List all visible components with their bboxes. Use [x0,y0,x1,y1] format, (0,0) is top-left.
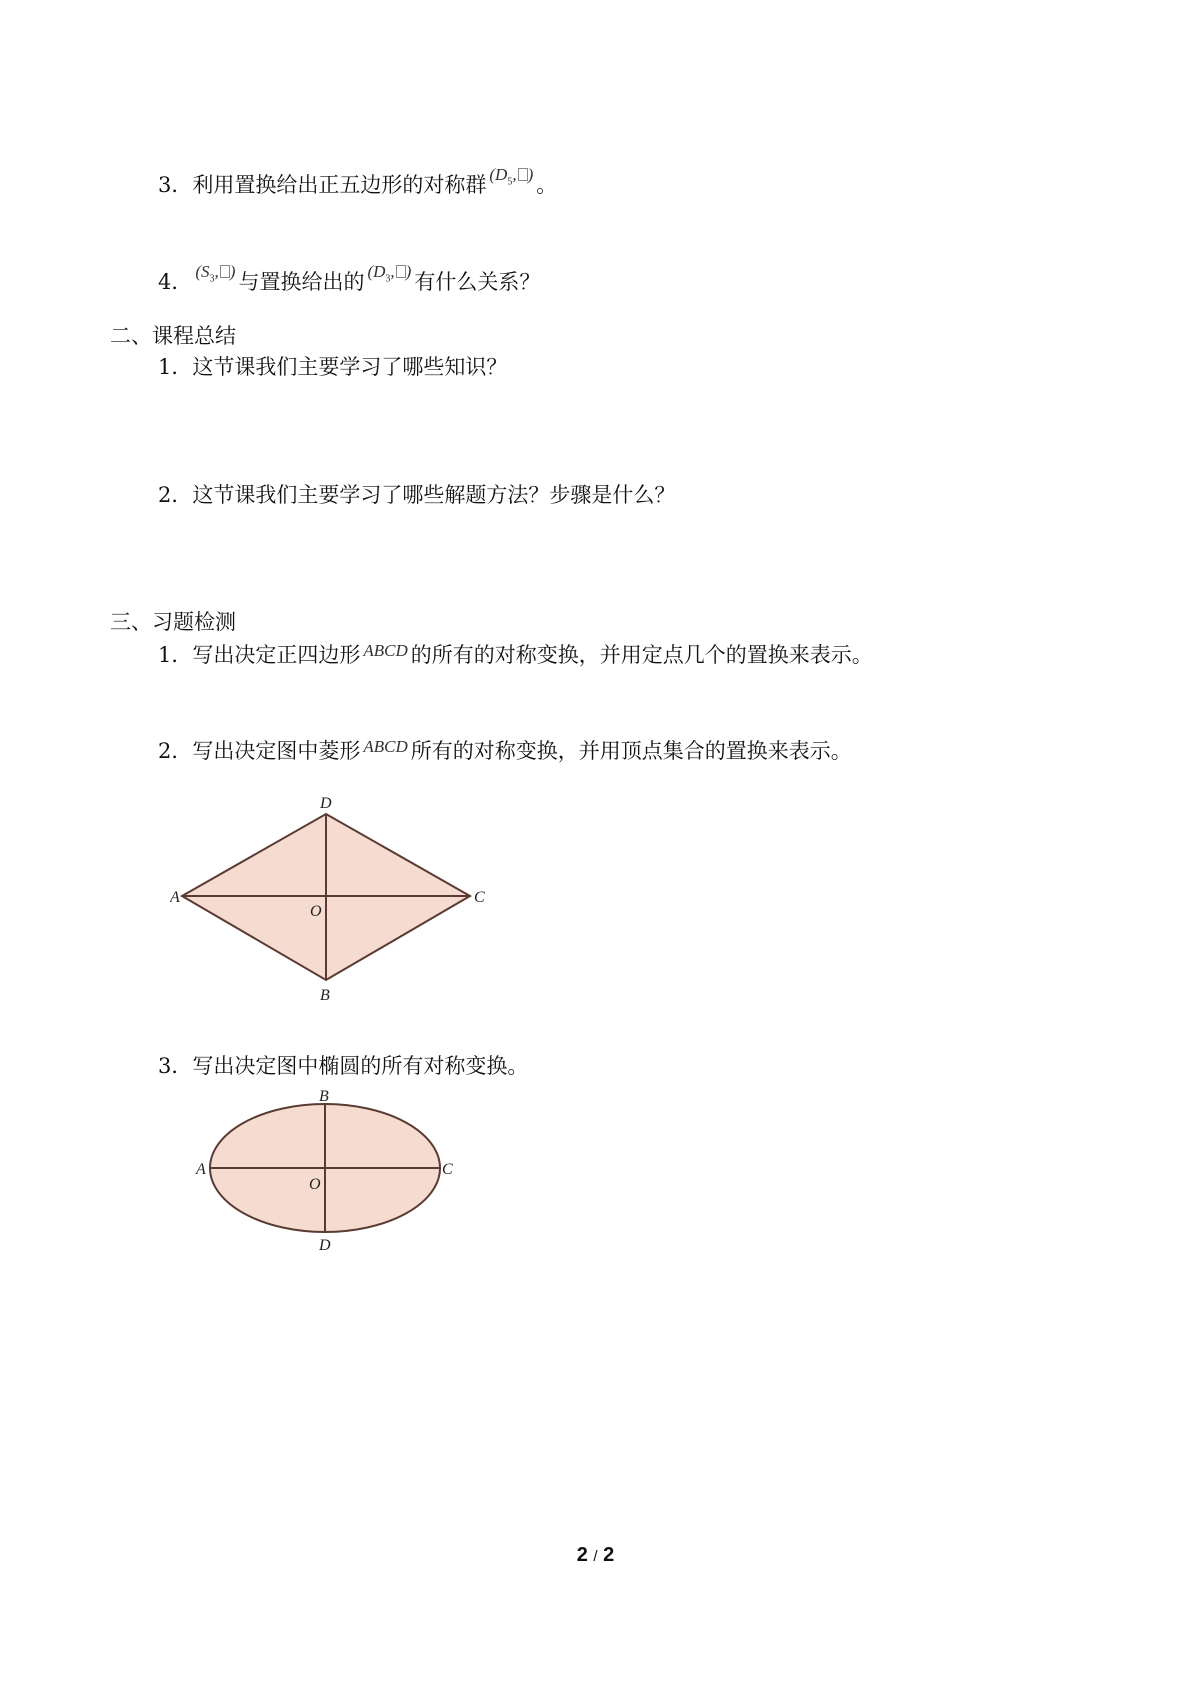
section-heading-exercise: 三、习题检测 [110,610,236,634]
question-text: 写出决定图中菱形 [192,739,361,763]
section-heading-summary: 二、课程总结 [110,324,236,348]
summary-question-2 [158,481,675,509]
math-symbol: D [495,165,508,184]
question-tail: 有什么关系？ [414,270,541,294]
rhombus-label-a: A [170,889,180,906]
question-text: 写出决定图中椭圆的所有对称变换。 [192,1054,529,1078]
question-number: 1． [158,355,193,379]
question-number: 3． [158,1054,193,1078]
ellipse-label-a: A [196,1161,206,1178]
math-subscript: 3 [209,273,215,285]
page-separator: / [593,1548,598,1565]
question-text-post: 的所有的对称变换，并用定点几个的置换来表示。 [410,643,873,667]
question-text: 这节课我们主要学习了哪些知识？ [192,355,508,379]
math-abcd: ABCD [363,737,408,756]
rhombus-figure [170,790,490,1010]
exercise-question-3 [158,1052,528,1080]
math-symbol: D [373,262,386,281]
question-text: 写出决定正四边形 [192,643,361,667]
exercise-question-1 [158,641,873,671]
math-symbol: S [201,262,210,281]
question-number: 2． [158,483,193,507]
ellipse-label-d: D [319,1237,331,1254]
page-current: 2 [576,1544,588,1566]
question-text: 与置换给出的 [238,270,365,294]
exercise-question-2 [158,737,852,767]
question-number: 2． [158,739,193,763]
question-tail: 。 [536,173,558,197]
missing-glyph-box [396,265,406,278]
ellipse-label-c: C [442,1161,453,1178]
question-number: 1． [158,643,193,667]
missing-glyph-box [518,168,528,181]
question-text: 这节课我们主要学习了哪些解题方法？步骤是什么？ [192,483,676,507]
ellipse-label-o: O [309,1176,321,1193]
math-group: ($D_3$, ) [367,262,412,285]
math-subscript: 5 [507,176,513,188]
missing-glyph-box [220,265,230,278]
question-3 [158,165,558,208]
math-group: ($D_5$, ) [489,165,534,188]
question-number: 3． [158,173,193,197]
question-4 [158,262,541,305]
question-text-post: 所有的对称变换，并用顶点集合的置换来表示。 [410,739,852,763]
math-subscript: 3 [385,273,391,285]
question-text: 利用置换给出正五边形的对称群 [192,173,487,197]
ellipse-label-b: B [319,1088,329,1105]
summary-question-1 [158,353,507,381]
rhombus-label-o: O [310,903,322,920]
page-number [0,1544,1191,1567]
rhombus-label-b: B [320,987,330,1004]
rhombus-label-c: C [474,889,485,906]
math-group: ($S_3$, ) [195,262,236,285]
page-total: 2 [603,1544,615,1566]
rhombus-label-d: D [320,795,332,812]
ellipse-figure [190,1088,490,1268]
question-number: 4． [158,270,193,294]
math-abcd: ABCD [363,641,408,660]
